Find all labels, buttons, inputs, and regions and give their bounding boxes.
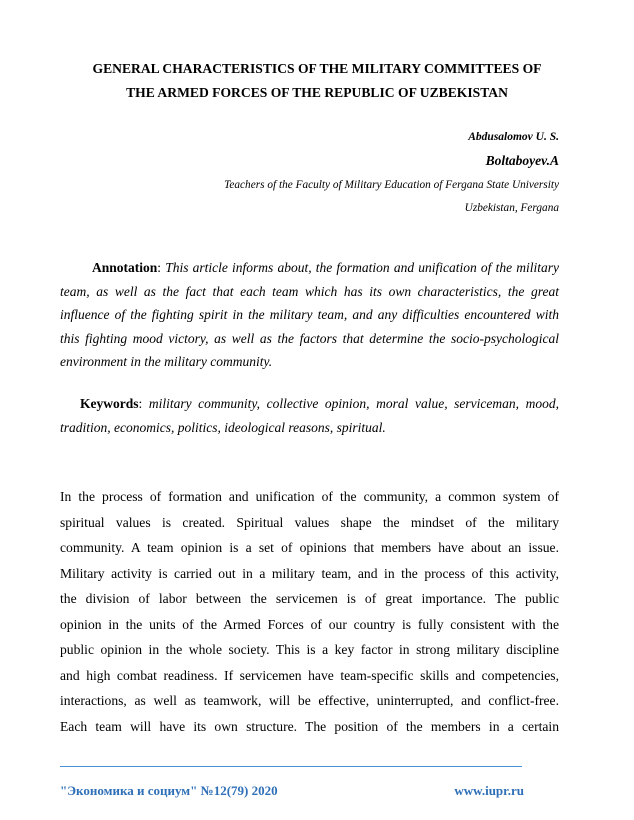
body-paragraph [60, 484, 559, 739]
paper-title [40, 57, 594, 105]
author-location: Uzbekistan, Fergana [464, 202, 559, 214]
body-line: the division of labor between the servicemen is of great importance. The public [60, 591, 559, 606]
author-affiliation: Teachers of the Faculty of Military Education of Fergana State University [224, 179, 559, 191]
footer-divider [60, 766, 522, 767]
body-line: In the process of formation and unification of the community, a common system of [60, 489, 559, 504]
body-line: public opinion in the whole society. This is a key factor in strong military discipline [60, 642, 559, 657]
footer-website-link[interactable]: www.iupr.ru [454, 783, 524, 798]
footer-journal: "Экономика и социум" №12(79) 2020 [60, 783, 278, 798]
keywords-section: Keywords: military community, collective opinion, moral value, serviceman, mood, tradition, economics, politics, ideological reasons, spiritual. [60, 396, 559, 435]
annotation-section: Annotation: This article informs about, the formation and unification of the military team, as well as the fact that each team which has its own characteristics, the great influence of the fighting spirit in the military team, and any difficulties encountered with this fighting mood victory, as well as the factors that determine the socio-psychological environment in the military community. [60, 260, 559, 370]
title-line-2: THE ARMED FORCES OF THE REPUBLIC OF UZBEKISTAN [126, 85, 508, 100]
body-line: opinion in the units of the Armed Forces of our country is fully consistent with the [60, 616, 559, 632]
author-2: Boltaboyev.A [485, 153, 559, 168]
keywords-label: Keywords [80, 396, 139, 411]
body-line: spiritual values is created. Spiritual values shape the mindset of the military [60, 514, 559, 530]
body-line: Each team will have its own structure. The position of the members in a certain [60, 718, 559, 734]
annotation-label: Annotation [92, 260, 158, 275]
title-line-1: GENERAL CHARACTERISTICS OF THE MILITARY COMMITTEES OF [92, 61, 542, 76]
author-1: Abdusalomov U. S. [468, 131, 559, 143]
keywords-text: military community, collective opinion, moral value, serviceman, mood, tradition, economics, politics, ideological reasons, spiritual. [60, 396, 559, 435]
body-line: interactions, as well as teamwork, will be effective, uninterrupted, and conflict-free. [60, 693, 559, 708]
body-line: and high combat readiness. If servicemen have team-specific skills and competencies, [60, 667, 559, 683]
body-line: community. A team opinion is a set of opinions that members have about an issue. [60, 540, 559, 555]
body-line: Military activity is carried out in a military team, and in the process of this activity, [60, 565, 559, 581]
annotation-text: This article informs about, the formation and unification of the military team, as well as the fact that each team which has its own characteristics, the great influence of the fighting spirit in the military team, and any difficulties encountered with this fighting mood victory, as well as the factors that determine the socio-psychological environment in the military community. [60, 260, 559, 370]
